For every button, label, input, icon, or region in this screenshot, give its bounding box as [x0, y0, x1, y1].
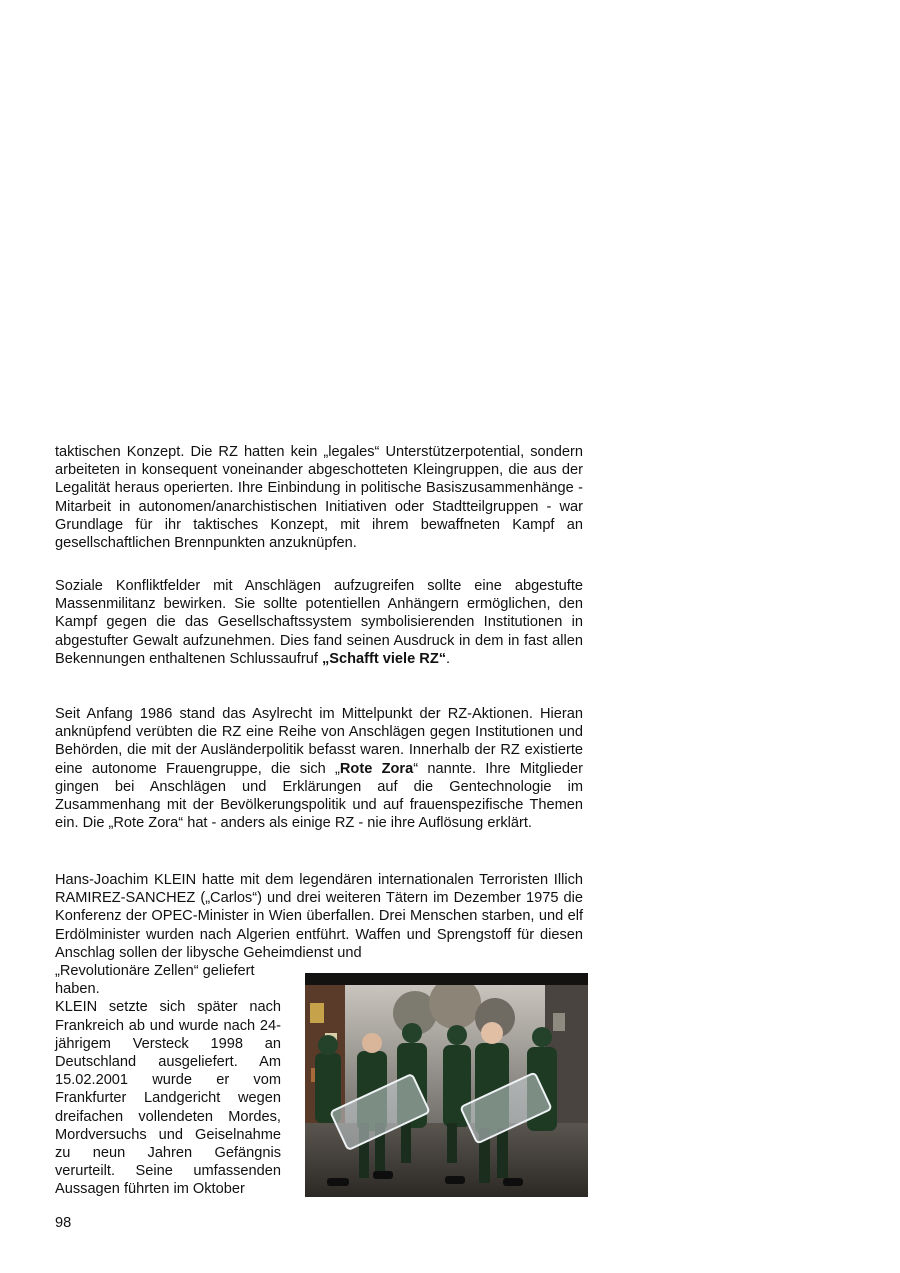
paragraph-3	[55, 705, 583, 832]
paragraph-5a-text: „Revolutionäre Zellen“ geliefert haben.	[55, 963, 255, 998]
paragraph-3-rote-zora: Rote Zora	[339, 760, 414, 777]
paragraph-3-end: “ nannte. Ihre Mitglieder gingen bei Anschlägen und Erklärungen auf die Gentechnologie im Zusammenhang mit der Bevölkerungspolitik und auf frauenspezifische Themen ein. Die „Rote Zora“ hat - anders als einige RZ - nie ihre Auflösung erklärt.	[55, 760, 583, 832]
page-number: 98	[55, 1215, 72, 1231]
paragraph-5b-text: KLEIN setzte sich später nach Frankreich ab und wurde nach 24-jährigem Versteck 1998 an Deutschland ausgeliefert. Am 15.02.2001 wurde er vom Frankfurter Landgericht wegen dreifachen vollendeten Mordes, Mordversuchs und Geiselnahme zu neun Jahren Gefängnis verurteilt. Seine umfassenden Aussagen führten im Oktober	[55, 999, 281, 1198]
paragraph-3-text: Seit Anfang 1986 stand das Asylrecht im Mittelpunkt der RZ-Aktionen. Hieran anknüpfend verübten die RZ eine Reihe von Anschlägen gegen Institutionen und Behörden, die mit der Ausländerpolitik befasst waren. Innerhalb der RZ existierte eine autonome Frauengruppe, die sich „	[55, 706, 583, 777]
riot-police-photo	[305, 973, 588, 1197]
paragraph-5	[55, 962, 281, 1199]
paragraph-1-text: taktischen Konzept. Die RZ hatten kein „legales“ Unterstützerpotential, sondern arbeiteten in konsequent voneinander abgeschotteten Kleingruppen, die aus der Legalität heraus operierten. Ihre Einbindung in politische Basiszusammenhänge - Mitarbeit in autonomen/anarchistischen Initiativen oder Stadtteilgruppen - war Grundlage für ihr taktisches Konzept, mit ihrem bewaffneten Kampf an gesellschaftlichen Brennpunkten anzuknüpfen.	[55, 444, 583, 552]
paragraph-2-text: Soziale Konfliktfelder mit Anschlägen aufzugreifen sollte eine abgestufte Massenmilitanz bewirken. Sie sollte potentiellen Anhängern ermöglichen, den Kampf gegen die das Gesellschaftssystem symbolisierenden Institutionen in abgestufter Gewalt aufzunehmen. Dies fand seinen Ausdruck in dem in fast allen Bekennungen enthaltenen Schlussaufruf	[55, 578, 583, 667]
paragraph-1	[55, 443, 583, 552]
paragraph-4	[55, 871, 583, 962]
paragraph-4-text: Hans-Joachim KLEIN hatte mit dem legendären internationalen Terroristen Illich RAMIREZ-SANCHEZ („Carlos“) und drei weiteren Tätern im Dezember 1975 die Konferenz der OPEC-Minister in Wien überfallen. Drei Menschen starben, und elf Erdölminister wurden nach Algerien entführt. Waffen und Sprengstoff für diesen Anschlag sollen der libysche Geheimdienst und	[55, 872, 583, 961]
paragraph-2-slogan: „Schafft viele RZ“	[321, 650, 447, 667]
paragraph-2	[55, 577, 583, 668]
paragraph-2-end: .	[446, 650, 451, 667]
photo-illustration	[305, 973, 588, 1197]
